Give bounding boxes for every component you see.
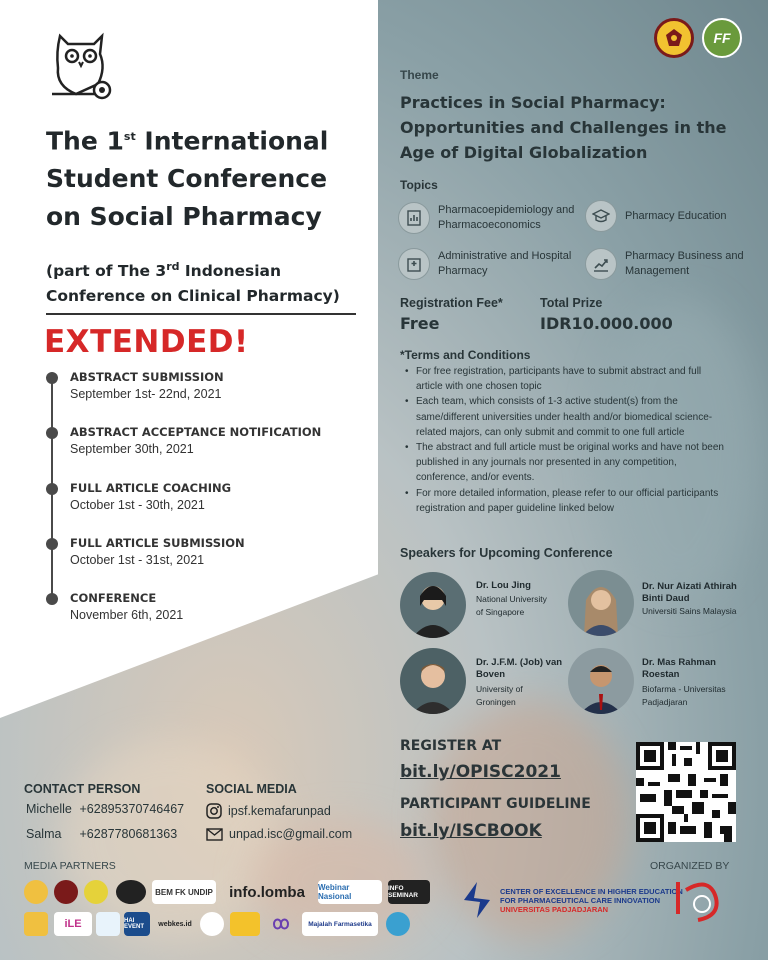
speaker-name: Dr. Lou Jing xyxy=(476,580,531,591)
farmasi-unpad-logo-icon: FF xyxy=(702,18,742,58)
chart-document-icon xyxy=(398,202,430,234)
timeline-item xyxy=(46,536,356,567)
contact-phone[interactable]: +62895370746467 xyxy=(79,802,185,816)
partner-logo: info.lomba xyxy=(229,883,305,901)
speaker-photo xyxy=(400,648,466,714)
timeline-title: FULL ARTICLE SUBMISSION xyxy=(70,536,245,550)
topic-label: Administrative and Hospital Pharmacy xyxy=(438,250,572,277)
conference-subtitle: (part of The 3rd Indonesian Conference on Clinical Pharmacy) xyxy=(46,260,340,306)
extended-banner: EXTENDED! xyxy=(44,324,249,360)
partner-logo-icon xyxy=(386,912,410,936)
timeline-date: November 6th, 2021 xyxy=(70,608,184,622)
guideline-link[interactable]: bit.ly/ISCBOOK xyxy=(400,821,542,841)
timeline-date: October 1st - 31st, 2021 xyxy=(70,553,205,567)
speaker-affiliation: National University of Singapore xyxy=(476,594,547,617)
topic-label: Pharmacoepidemiology and Pharmacoeconomics xyxy=(438,204,575,231)
speaker-affiliation: University of Groningen xyxy=(476,684,523,707)
partner-logo: webkes.id xyxy=(158,920,192,928)
terms-list xyxy=(404,364,730,516)
timeline-date: October 1st - 30th, 2021 xyxy=(70,498,205,512)
owl-logo-icon xyxy=(46,28,116,102)
timeline-dot xyxy=(46,427,58,439)
partner-logo: BEM FK UNDIP xyxy=(152,880,216,904)
conference-title: The 1st International Student Conference on Social Pharmacy xyxy=(46,126,329,232)
timeline-dot xyxy=(46,372,58,384)
unpad-seal-icon xyxy=(654,18,694,58)
total-prize-value: IDR10.000.000 xyxy=(540,314,673,333)
partner-logo: Majalah Farmasetika xyxy=(302,912,378,936)
contact-phone[interactable]: +6287780681363 xyxy=(79,827,178,841)
topic-label: Pharmacy Education xyxy=(625,209,727,222)
coe-line: UNIVERSITAS PADJADJARAN xyxy=(500,904,609,914)
speaker-photo xyxy=(568,570,634,636)
timeline-item xyxy=(46,591,356,622)
speakers-label: Speakers for Upcoming Conference xyxy=(400,546,613,560)
contact-name: Salma xyxy=(26,827,62,841)
timeline-title: ABSTRACT ACCEPTANCE NOTIFICATION xyxy=(70,425,322,439)
theme-label: Theme xyxy=(400,68,439,82)
divider xyxy=(46,313,356,315)
timeline-title: CONFERENCE xyxy=(70,591,157,605)
partner-logo: INFO SEMINAR xyxy=(388,880,430,904)
timeline-dot xyxy=(46,593,58,605)
timeline-dot xyxy=(46,483,58,495)
coe-line: FOR PHARMACEUTICAL CARE INNOVATION xyxy=(500,895,660,905)
partner-logo: Webinar Nasional xyxy=(318,880,382,904)
terms-item: • Each team, which consists of 1-3 active student(s) from the same/different universities under health and/or biomedical science-related majors, can only submit and commit to one full article xyxy=(404,394,730,440)
timeline-title: ABSTRACT SUBMISSION xyxy=(70,370,224,384)
register-label: REGISTER AT xyxy=(400,738,502,754)
mail-icon xyxy=(206,828,223,841)
terms-item: • The abstract and full article must be original works and have not been published in any journals nor presented in any competition, conference, and/or events. xyxy=(404,440,730,486)
timeline-item xyxy=(46,370,356,401)
hospital-icon xyxy=(398,248,430,280)
partner-logo-icon xyxy=(96,912,120,936)
coe-organizer xyxy=(460,880,683,920)
guideline-label: PARTICIPANT GUIDELINE xyxy=(400,796,591,812)
topic-item xyxy=(585,248,745,280)
timeline-dot xyxy=(46,538,58,550)
partner-logo: HAI EVENT xyxy=(124,912,150,936)
ipsf-kemafar-logo-icon xyxy=(664,874,736,930)
total-prize-label: Total Prize xyxy=(540,296,603,310)
terms-item: • For free registration, participants have to submit abstract and full article with one chosen topic xyxy=(404,364,730,394)
infinity-logo-icon xyxy=(266,912,296,936)
partner-seal-icon xyxy=(84,880,108,904)
speaker-photo xyxy=(568,648,634,714)
timeline-item xyxy=(46,481,356,512)
partner-logo-icon xyxy=(24,912,48,936)
social-media-label: SOCIAL MEDIA xyxy=(206,782,297,796)
coe-star-icon xyxy=(460,880,494,920)
topic-item xyxy=(398,202,584,234)
terms-label: *Terms and Conditions xyxy=(400,348,531,362)
topics-label: Topics xyxy=(400,178,438,192)
contact-name: Michelle xyxy=(26,802,72,816)
timeline-title: FULL ARTICLE COACHING xyxy=(70,481,232,495)
contact-row xyxy=(26,802,184,816)
email-address: unpad.isc@gmail.com xyxy=(229,827,353,841)
partner-logo-icon xyxy=(230,912,260,936)
topic-label: Pharmacy Business and Management xyxy=(625,250,744,277)
topic-item xyxy=(585,200,745,232)
instagram-handle: ipsf.kemafarunpad xyxy=(228,804,331,818)
timeline-item xyxy=(46,425,356,456)
registration-fee-label: Registration Fee* xyxy=(400,296,503,310)
speaker-name: Dr. Mas Rahman Roestan xyxy=(642,657,716,680)
top-logos xyxy=(654,18,742,58)
register-link[interactable]: bit.ly/OPISC2021 xyxy=(400,762,561,782)
instagram-icon xyxy=(206,803,222,819)
speaker-name: Dr. J.F.M. (Job) van Boven xyxy=(476,657,563,680)
partner-seal-icon xyxy=(24,880,48,904)
contact-person-label: CONTACT PERSON xyxy=(24,782,141,796)
email-row[interactable] xyxy=(206,827,352,841)
qr-code[interactable] xyxy=(636,742,736,842)
coe-line: CENTER OF EXCELLENCE IN HIGHER EDUCATION xyxy=(500,886,683,896)
timeline-date: September 1st- 22nd, 2021 xyxy=(70,387,222,401)
terms-item: • For more detailed information, please refer to our official participants registration and paper guideline linked below xyxy=(404,486,730,516)
growth-chart-icon xyxy=(585,248,617,280)
partner-seal-icon xyxy=(54,880,78,904)
theme-title: Practices in Social Pharmacy: Opportunities and Challenges in the Age of Digital Globalization xyxy=(400,93,727,162)
partner-logo-icon xyxy=(116,880,146,904)
instagram-row[interactable] xyxy=(206,803,331,819)
media-partners-label: MEDIA PARTNERS xyxy=(24,860,116,872)
topic-item xyxy=(398,248,584,280)
speaker-affiliation: Universiti Sains Malaysia xyxy=(642,606,737,616)
contact-row xyxy=(26,827,177,841)
organized-by-label: ORGANIZED BY xyxy=(650,860,730,872)
timeline-date: September 30th, 2021 xyxy=(70,442,194,456)
partner-logo-icon xyxy=(200,912,224,936)
speaker-affiliation: Biofarma - Universitas Padjadjaran xyxy=(642,684,726,707)
graduation-icon xyxy=(585,200,617,232)
registration-fee-value: Free xyxy=(400,314,440,333)
speaker-photo xyxy=(400,572,466,638)
speaker-name: Dr. Nur Aizati Athirah Binti Daud xyxy=(642,581,737,604)
partner-logo: iLE xyxy=(54,912,92,936)
